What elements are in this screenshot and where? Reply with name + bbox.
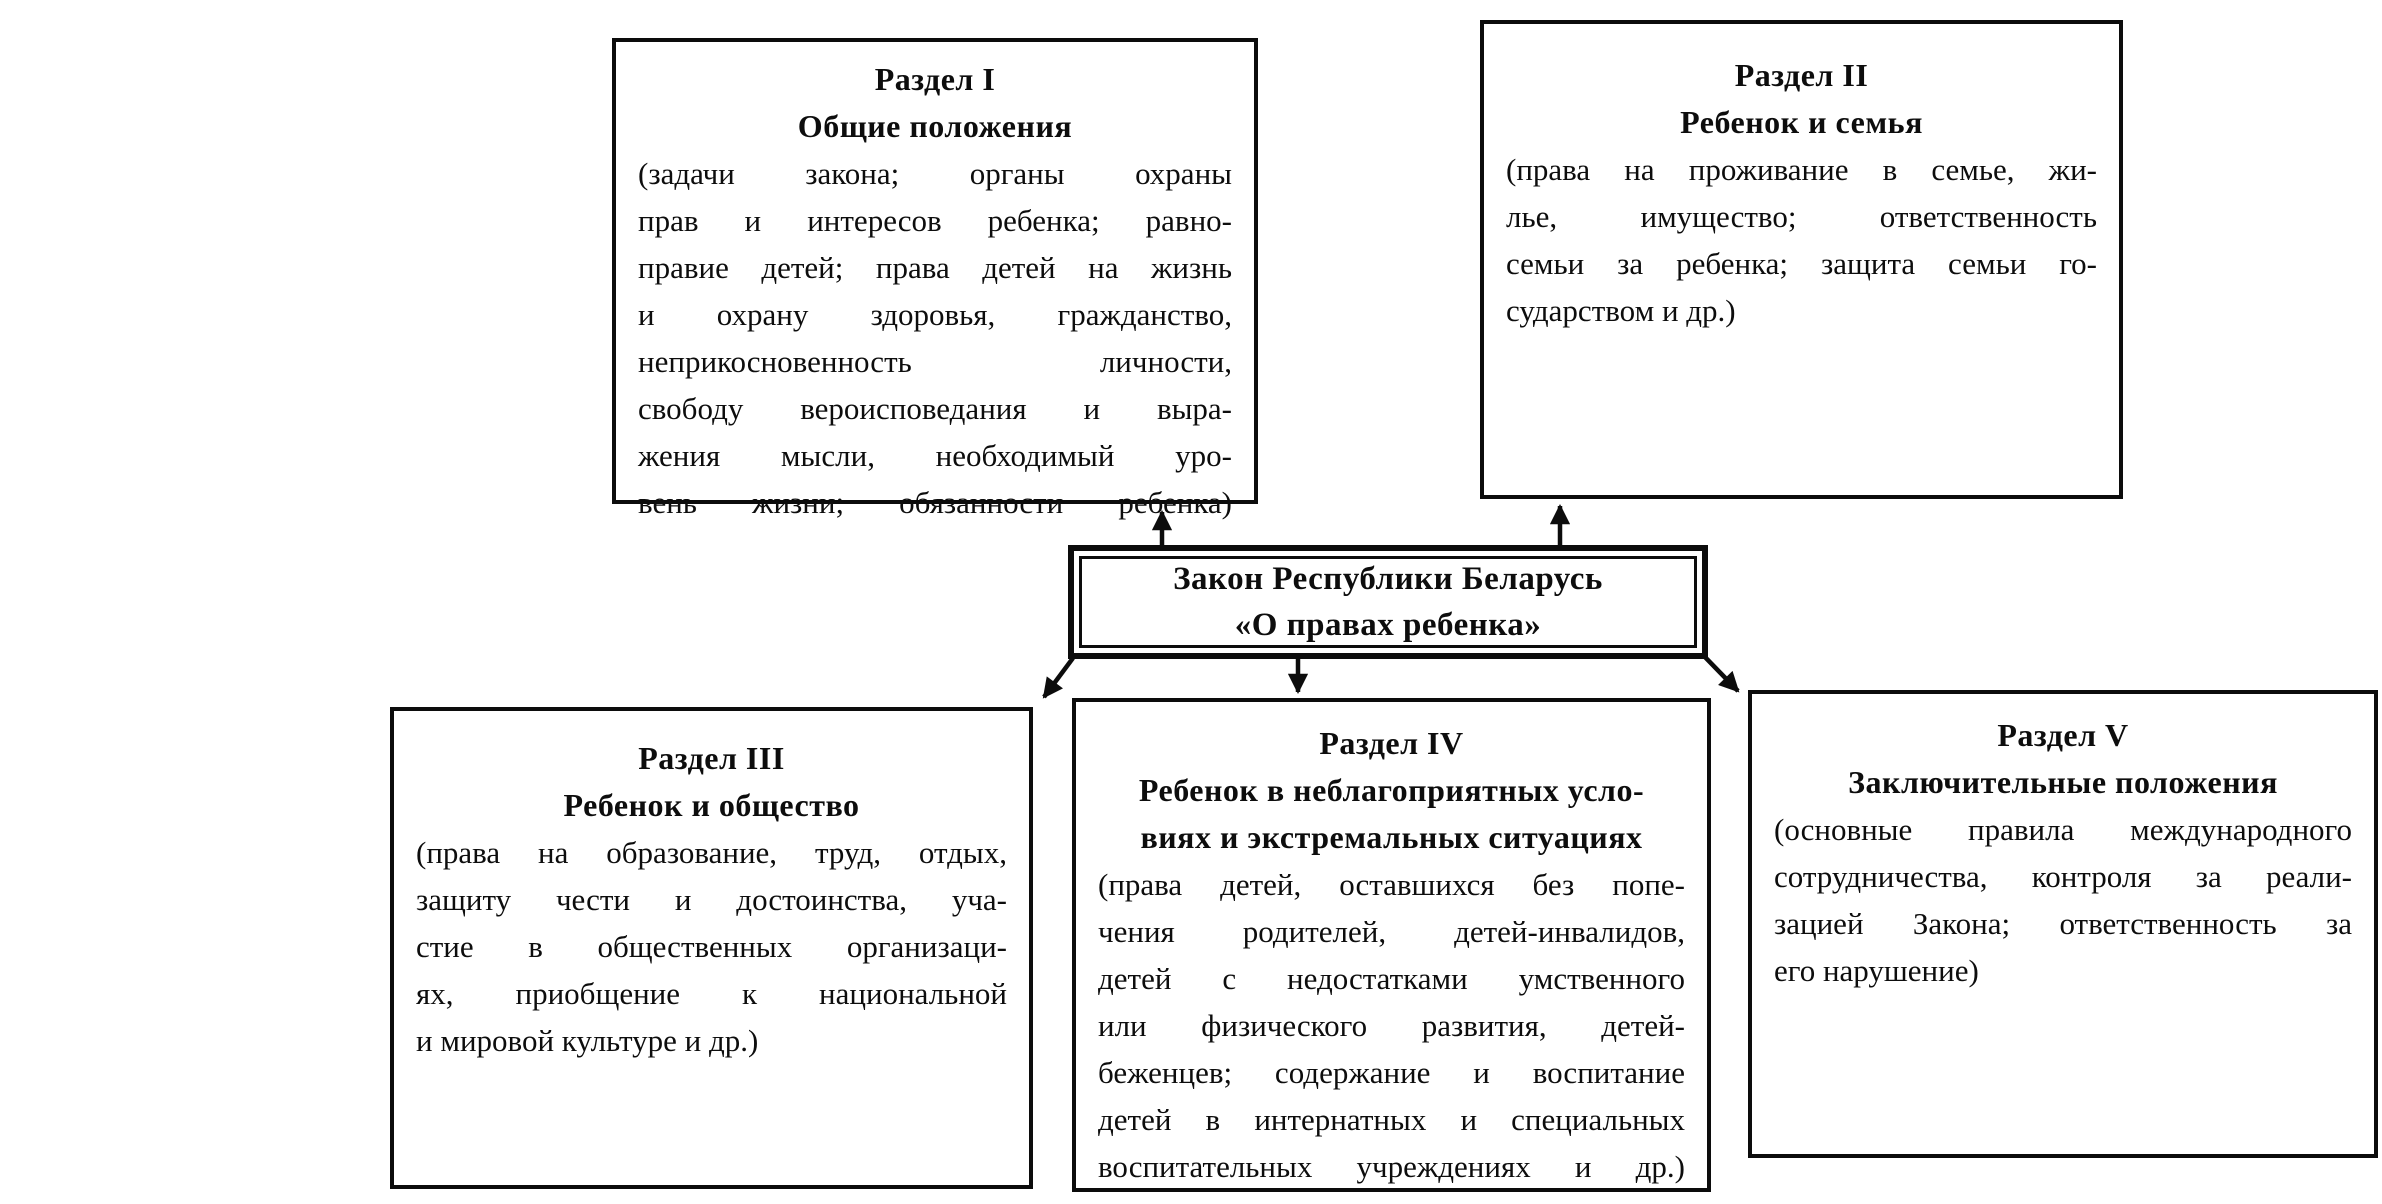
text-line: лье, имущество; ответственность [1506,199,2097,234]
section-box-4 [1072,698,1711,1192]
text-line: виях и экстремальных ситуациях [1140,819,1643,855]
section-4-title: Раздел IV [1319,725,1464,761]
section-3-subtitle [416,782,1007,829]
text-line: детей в интернатных и специальных [1098,1102,1685,1137]
text-line: ях, приобщение к национальной [416,976,1007,1011]
section-1-title: Раздел I [874,61,996,97]
text-line: чения родителей, детей-инвалидов, [1098,914,1685,949]
text-line: Общие положения [797,108,1073,144]
text-line: (права детей, оставшихся без попе- [1098,867,1685,902]
section-5-body [1774,806,2352,994]
text-line: Ребенок в неблагоприятных усло- [1138,772,1645,808]
text-line: или физического развития, детей- [1098,1008,1685,1043]
text-line: его нарушение) [1774,953,1979,988]
law-box-inner-border [1079,556,1697,648]
text-line: сударством и др.) [1506,293,1736,328]
section-1-body [638,150,1232,526]
section-2-body [1506,146,2097,334]
text-line: зацией Закона; ответственность за [1774,906,2352,941]
law-title-line-1: Закон Республики Беларусь [1173,561,1603,597]
section-2-title: Раздел II [1734,57,1869,93]
section-box-2 [1480,20,2123,499]
text-line: неприкосновенность личности, [638,344,1232,379]
arrow-down-left-to-section-3-icon [1044,658,1073,697]
section-3-title: Раздел III [638,740,785,776]
section-box-5 [1748,690,2378,1158]
law-title-line-2: «О правах ребенка» [1234,607,1542,643]
section-2-subtitle [1506,99,2097,146]
arrow-down-right-to-section-5-icon [1703,655,1738,691]
text-line: жения мысли, необходимый уро- [638,438,1232,473]
text-line: беженцев; содержание и воспитание [1098,1055,1685,1090]
law-box [1068,545,1708,659]
section-3-body [416,829,1007,1064]
section-box-1 [612,38,1258,520]
text-line: Ребенок и семья [1680,104,1923,140]
text-line: правие детей; права детей на жизнь [638,250,1232,285]
text-line: вень жизни; обязанности ребенка) [638,485,1232,520]
text-line: детей с недостатками умственного [1098,961,1685,996]
text-line: воспитательных учреждениях и др.) [1098,1149,1685,1184]
text-line: и охрану здоровья, гражданство, [638,297,1232,332]
section-5-title: Раздел V [1997,717,2129,753]
text-line: семьи за ребенка; защита семьи го- [1506,246,2097,281]
section-4-subtitle [1098,767,1685,861]
section-box-3 [390,707,1033,1189]
text-line: Заключительные положения [1848,764,2278,800]
text-line: защиту чести и достоинства, уча- [416,882,1007,917]
text-line: стие в общественных организаци- [416,929,1007,964]
text-line: свободу вероисповедания и выра- [638,391,1232,426]
text-line: (основные правила международного [1774,812,2352,847]
text-line: (права на образование, труд, отдых, [416,835,1007,870]
section-5-subtitle [1774,759,2352,806]
text-line: (права на проживание в семье, жи- [1506,152,2097,187]
text-line: сотрудничества, контроля за реали- [1774,859,2352,894]
text-line: и мировой культуре и др.) [416,1023,759,1058]
text-line: (задачи закона; органы охраны [638,156,1232,191]
section-4-body [1098,861,1685,1190]
section-1-subtitle [638,103,1232,150]
text-line: Ребенок и общество [563,787,860,823]
text-line: прав и интересов ребенка; равно- [638,203,1232,238]
